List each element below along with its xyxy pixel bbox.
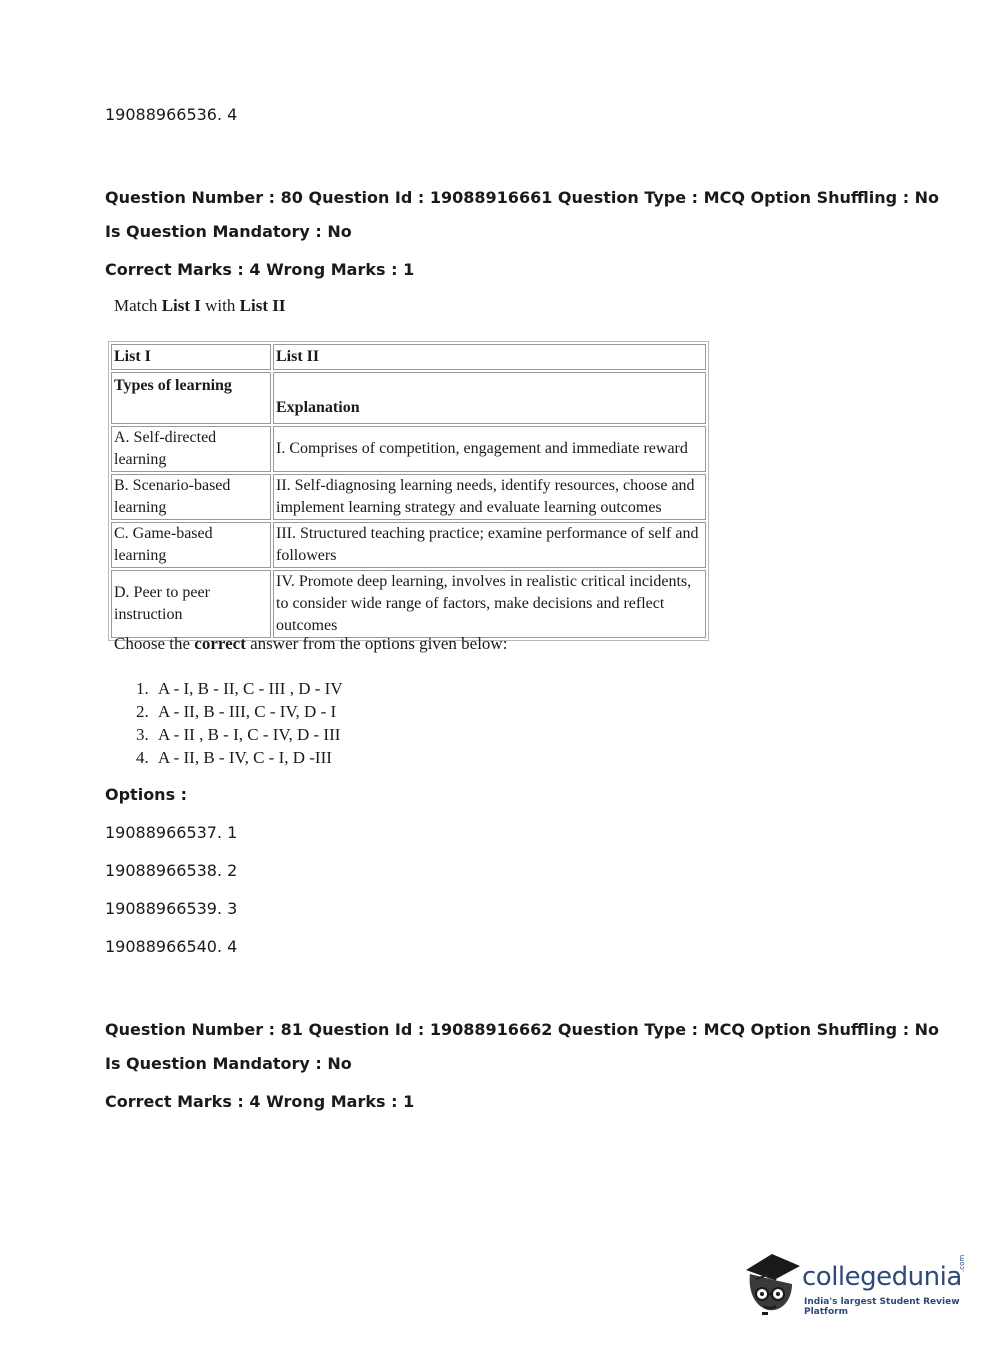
choose-instruction: Choose the correct answer from the options given below: [114,634,508,653]
types-of-learning-header: Types of learning [111,372,271,424]
list1-item: C. Game-based learning [111,522,271,568]
list1-item: B. Scenario-based learning [111,474,271,520]
list2-item: III. Structured teaching practice; examine performance of self and followers [273,522,706,568]
table-row [111,570,706,638]
list-item: 1. A - I, B - II, C - III , D - IV [136,679,343,698]
explanation-header: Explanation [273,372,706,424]
match-table [108,341,709,641]
question-81-header: Question Number : 81 Question Id : 19088916662 Question Type : MCQ Option Shuffling : No [105,1020,940,1039]
table-header-row [111,344,706,370]
question-80-header: Question Number : 80 Question Id : 19088916661 Question Type : MCQ Option Shuffling : No [105,188,940,207]
logo-wordmark: collegedunia [802,1262,962,1292]
question-81-mandatory: Is Question Mandatory : No [105,1054,352,1073]
list2-item: II. Self-diagnosing learning needs, identify resources, choose and implement learning strategy and evaluate learning outcomes [273,474,706,520]
table-subheader-row [111,372,706,424]
logo-domain: .com [958,1254,966,1272]
collegedunia-mascot-icon [742,1250,802,1320]
list1-item: D. Peer to peer instruction [111,570,271,638]
options-label: Options : [105,785,188,804]
table-row [111,522,706,568]
option-line: 19088966537. 1 [105,823,238,842]
option-line: 19088966540. 4 [105,937,238,956]
answer-choices-list [136,677,343,769]
list2-header: List II [273,344,706,370]
list-item: 3. A - II , B - I, C - IV, D - III [136,725,341,744]
previous-option-line: 19088966536. 4 [105,105,238,124]
list2-item: IV. Promote deep learning, involves in realistic critical incidents, to consider wide range of factors, make decisions and reflect outcomes [273,570,706,638]
question-80-marks: Correct Marks : 4 Wrong Marks : 1 [105,260,415,279]
table-row [111,474,706,520]
table-row [111,426,706,472]
question-80-mandatory: Is Question Mandatory : No [105,222,352,241]
list1-header: List I [111,344,271,370]
logo-tagline: India's largest Student Review Platform [804,1297,960,1317]
option-line: 19088966539. 3 [105,899,238,918]
list-item: 2. A - II, B - III, C - IV, D - I [136,702,337,721]
question-81-marks: Correct Marks : 4 Wrong Marks : 1 [105,1092,415,1111]
option-line: 19088966538. 2 [105,861,238,880]
list-item: 4. A - II, B - IV, C - I, D -III [136,748,332,767]
match-instruction: Match List I with List II [114,296,286,315]
list2-item: I. Comprises of competition, engagement and immediate reward [273,426,706,472]
list1-item: A. Self-directed learning [111,426,271,472]
